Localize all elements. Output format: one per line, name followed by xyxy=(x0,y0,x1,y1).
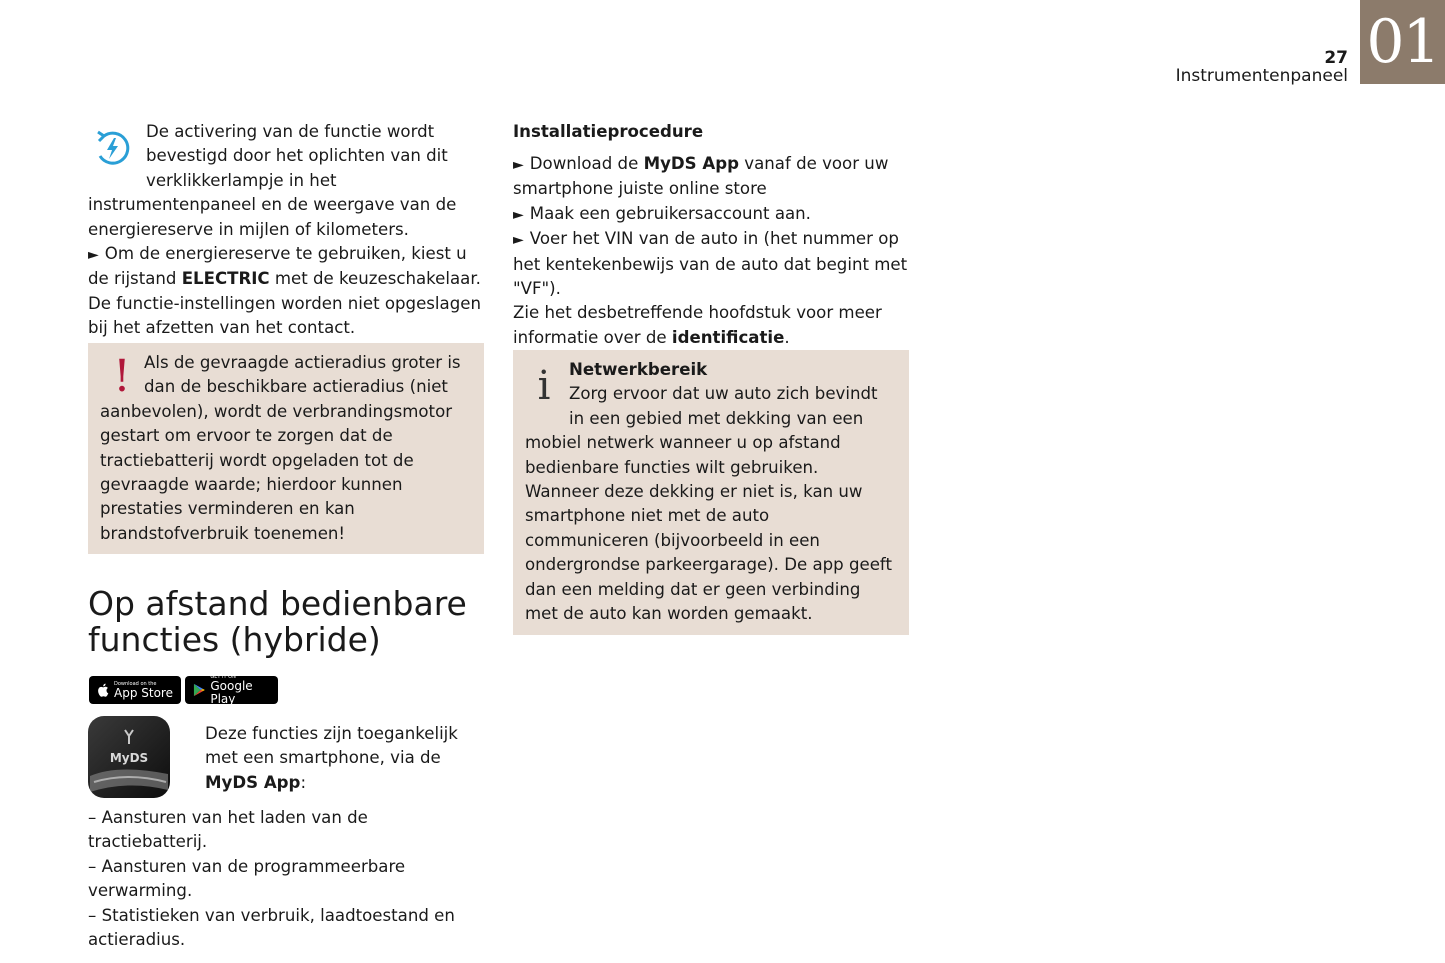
remote-functions-heading: Op afstand bedienbare functies (hybride) xyxy=(88,584,467,659)
google-play-label: Google Play xyxy=(210,679,253,706)
chapter-tab: 01 xyxy=(1360,0,1445,84)
app-store-badge[interactable] xyxy=(89,676,181,704)
google-play-small-text: GET IT ON xyxy=(210,674,236,680)
section-title: Instrumentenpaneel xyxy=(1175,66,1348,86)
app-description: Deze functies zijn toegankelijk met een smartphone, via de MyDS App: xyxy=(205,724,458,792)
info-title: Netwerkbereik xyxy=(569,360,708,379)
arrow-icon: ► xyxy=(88,247,99,264)
energy-reserve-icon xyxy=(90,126,134,170)
myds-app-icon[interactable] xyxy=(88,716,170,798)
intro-section xyxy=(88,120,484,341)
info-box xyxy=(513,350,909,635)
list-item: – Aansturen van het laden van de tractiebatterij. xyxy=(88,808,368,852)
exclamation-icon: ! xyxy=(113,351,131,402)
install-reference: Zie het desbetreffende hoofdstuk voor meer informatie over de identificatie. xyxy=(513,303,882,347)
install-steps xyxy=(513,152,909,350)
app-icon-label: MyDS xyxy=(109,751,149,765)
warning-text: Als de gevraagde actieradius groter is dan de beschikbare actieradius (niet aanbevolen), wordt de verbrandingsmotor gestart om ervoor te zorgen dat de tractiebatterij wordt opgeladen tot de gevraagde waarde; hierdoor kunnen prestaties verminderen en kan brandstofverbruik toenemen! xyxy=(100,353,461,543)
info-text: Zorg ervoor dat uw auto zich bevindt in een gebied met dekking van een mobiel netwerk wanneer u op afstand bedienbare functies wilt gebruiken. xyxy=(525,384,878,477)
arrow-icon: ► xyxy=(513,206,524,223)
info-text: Wanneer deze dekking er niet is, kan uw smartphone niet met de auto communiceren (bijvoorbeeld in een ondergrondse parkeergarage). De app geeft dan een melding dat er geen verbinding met de auto kan worden gemaakt. xyxy=(525,482,892,624)
intro-note: De functie-instellingen worden niet opgeslagen bij het afzetten van het contact. xyxy=(88,293,481,338)
list-item: – Statistieken van verbruik, laadtoestand en actieradius. xyxy=(88,905,455,950)
info-icon: i xyxy=(537,363,551,409)
arrow-icon: ► xyxy=(513,157,524,173)
list-item: – Aansturen van de programmeerbare verwarming. xyxy=(88,856,406,901)
app-store-label: App Store xyxy=(114,685,173,700)
arrow-icon: ► xyxy=(513,232,524,249)
install-step: ► Download de MyDS App vanaf de voor uw smartphone juiste online store xyxy=(513,154,889,199)
page-number: 27 xyxy=(1324,48,1348,68)
install-title: Installatieprocedure xyxy=(513,122,704,141)
install-step: ► Maak een gebruikersaccount aan. xyxy=(513,203,811,223)
apple-icon xyxy=(97,683,109,697)
google-play-badge[interactable] xyxy=(185,676,278,704)
warning-box xyxy=(88,343,484,554)
app-store-small-text: Download on the xyxy=(114,680,157,687)
feature-list xyxy=(88,806,484,952)
intro-text: De activering van de functie wordt bevestigd door het oplichten van dit verklikkerlampje in het instrumentenpaneel en de weergave van de energiereserve in mijlen of kilometers. xyxy=(88,122,457,239)
install-step: ► Voer het VIN van de auto in (het nummer op het kentekenbewijs van de auto dat begint met "VF"). xyxy=(513,229,908,299)
google-play-icon xyxy=(193,683,205,697)
intro-bullet: ► Om de energiereserve te gebruiken, kiest u de rijstand ELECTRIC met de keuzeschakelaar. xyxy=(88,244,481,289)
